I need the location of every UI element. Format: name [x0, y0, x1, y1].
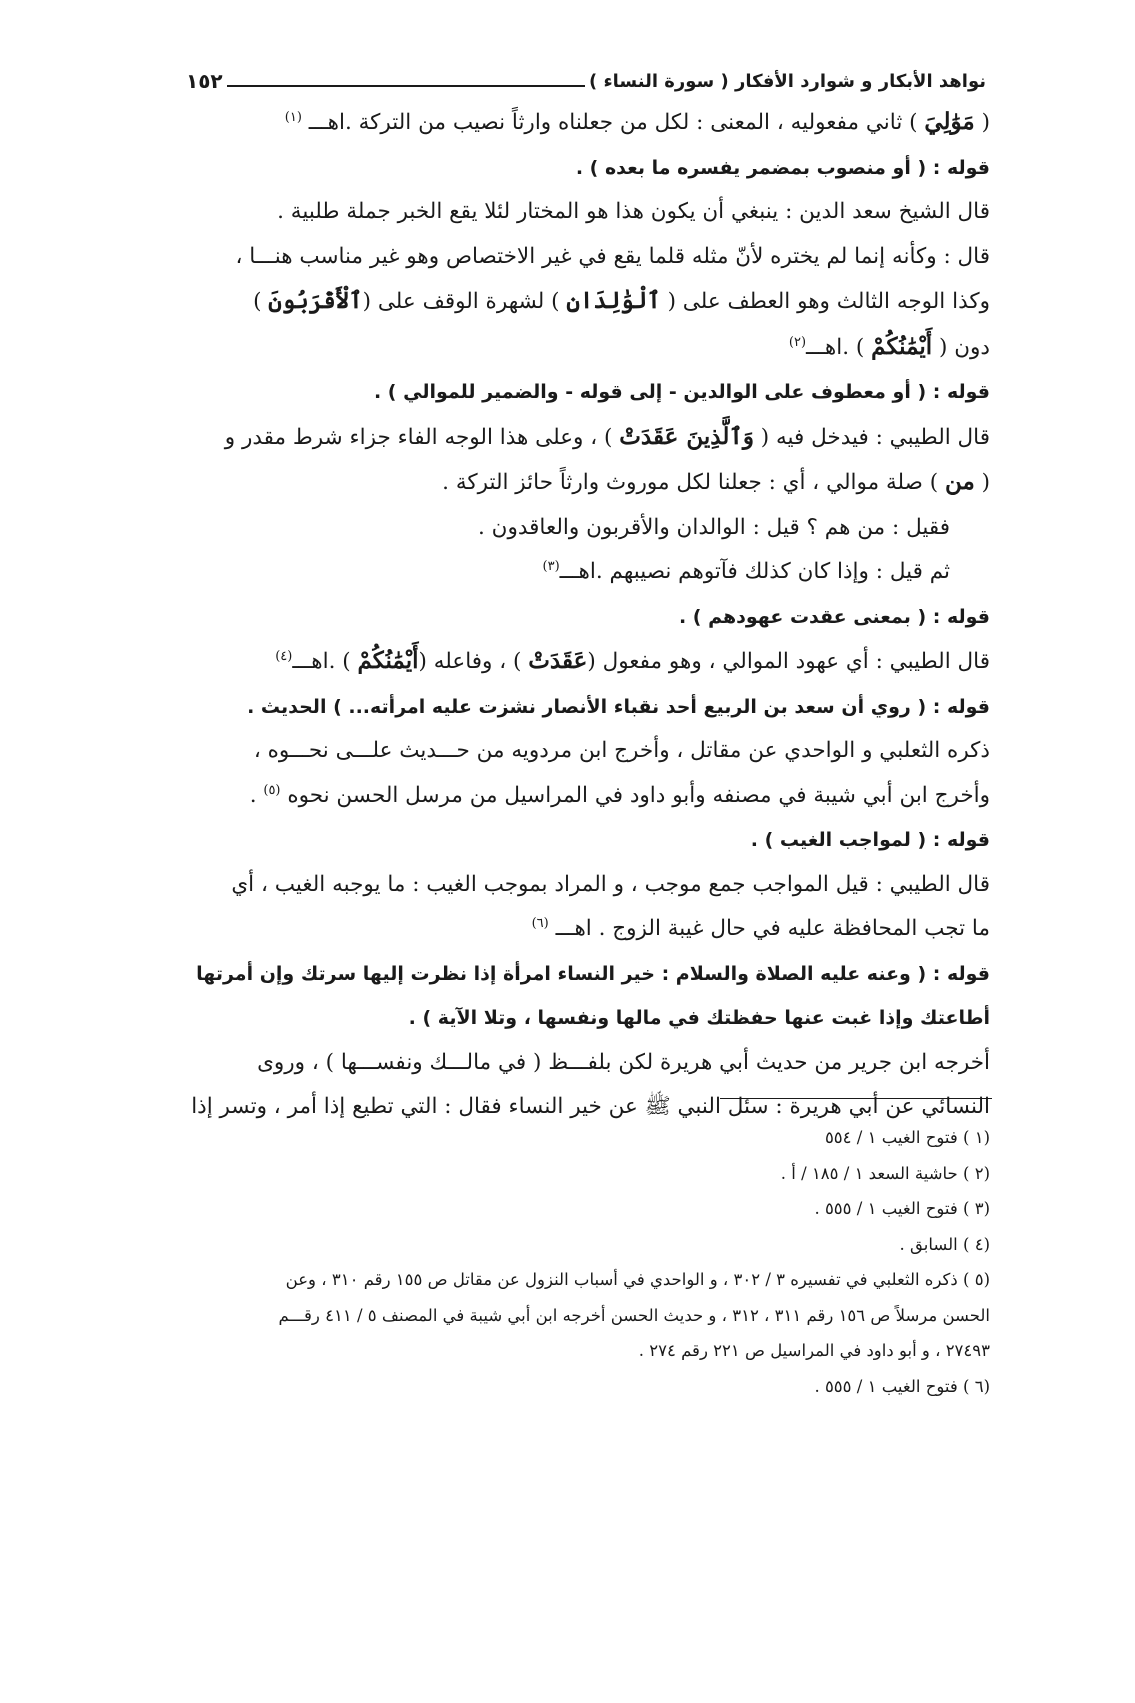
- quran-word: أَيْمَٰنُكُمْ: [357, 647, 419, 674]
- header-rule: [227, 85, 585, 87]
- text-line: ( مَوَٰلِيَ ) ثاني مفعوليه ، المعنى : لكل من جعلناه وارثاً نصيب من التركة .اهـــ $^{(١)}$: [284, 108, 990, 135]
- text-line: قال الشيخ سعد الدين : ينبغي أن يكون هذا هو المختار لئلا يقع الخبر جملة طلبية .: [277, 199, 990, 224]
- text-line: وأخرج ابن أبي شيبة في مصنفه وأبو داود في المراسيل من مرسل الحسن نحوه $^{(٥)}$ .: [249, 782, 990, 808]
- text-line: دون ( أَيْمَٰنُكُمْ ) .اهـــ$^{(٢)}$: [788, 332, 990, 360]
- quran-word: عَقَدَتْ: [528, 647, 588, 674]
- text-line: ( من ) صلة موالي ، أي : جعلنا لكل موروث وارثاً حائز التركة .: [442, 468, 990, 495]
- quran-word: وَٱلَّذِينَ عَقَدَتْ: [619, 422, 754, 450]
- text-line: ثم قيل : وإذا كان كذلك فآتوهم نصيبهم .اهـــ$^{(٣)}$: [542, 558, 950, 584]
- quran-word: أَيْمَٰنُكُمْ: [871, 332, 933, 360]
- footnote: (١ ) فتوح الغيب ١ / ٥٥٤: [824, 1128, 990, 1147]
- text-line: وكذا الوجه الثالث وهو العطف على ( ٱلْوَٰلِدَانِ ) لشهرة الوقف على (ٱلْأَقْرَبُونَ ): [253, 287, 990, 314]
- footnote: (٢ ) حاشية السعد ١ / ١٨٥ / أ .: [780, 1163, 990, 1183]
- running-header: [186, 62, 986, 96]
- text-line: قال الطيبي : فيدخل فيه ( وَٱلَّذِينَ عَقَدَتْ ) ، وعلى هذا الوجه الفاء جزاء شرط مقدر و: [224, 422, 990, 450]
- text-line: النسائي عن أبي هريرة : سئل النبي ﷺ عن خير النساء فقال : التي تطيع إذا أمر ، وتسر إذا: [191, 1094, 990, 1119]
- text-line: فقيل : من هم ؟ قيل : الوالدان والأقربون والعاقدون .: [478, 514, 950, 540]
- footnote-continued: الحسن مرسلاً ص ١٥٦ رقم ٣١١ ، ٣١٢ ، و حديث الحسن أخرجه ابن أبي شيبة في المصنف ٥ / ٤١١ رقـــم: [278, 1305, 990, 1325]
- commentary-heading: قوله : ( أو معطوف على الوالدين - إلى قوله - والضمير للموالي ) .: [373, 381, 990, 403]
- footnote: (٥ ) ذكره الثعلبي في تفسيره ٣ / ٣٠٢ ، و الواحدي في أسباب النزول عن مقاتل ص ١٥٥ رقم ٣١٠ ، وعن: [285, 1270, 990, 1289]
- page-number: ١٥٢: [186, 69, 223, 93]
- footnote-continued: ٢٧٤٩٣ ، و أبو داود في المراسيل ص ٢٢١ رقم ٢٧٤ .: [638, 1341, 990, 1360]
- footnote-ref: (٥): [263, 782, 281, 798]
- text-line: قال : وكأنه إنما لم يختره لأنّ مثله قلما يقع في غير الاختصاص وهو غير مناسب هنـــا ،: [235, 243, 990, 269]
- footnote-ref: (٦): [531, 915, 549, 931]
- footnote: (٤ ) السابق .: [899, 1234, 990, 1254]
- footnotes: [150, 1120, 990, 1404]
- text-line: قال الطيبي : أي عهود الموالي ، وهو مفعول (عَقَدَتْ ) ، وفاعله (أَيْمَٰنُكُمْ ) .اهـــ$^{(٤)}$: [275, 647, 990, 674]
- commentary-heading: قوله : ( بمعنى عقدت عهودهم ) .: [678, 605, 990, 628]
- header-title: نواهد الأبكار و شوارد الأفكار ( سورة النساء ): [588, 71, 986, 92]
- text-line: أخرجه ابن جرير من حديث أبي هريرة لكن بلفـــظ ( في مالـــك ونفســـها ) ، وروى: [257, 1049, 990, 1075]
- commentary-heading: قوله : ( وعنه عليه الصلاة والسلام : خير النساء امرأة إذا نظرت إليها سرتك وإن أمرتها: [196, 962, 990, 985]
- text-line: ما تجب المحافظة عليه في حال غيبة الزوج . اهـــ $^{(٦)}$: [531, 915, 990, 941]
- main-text: [150, 100, 990, 1130]
- commentary-heading: أطاعتك وإذا غبت عنها حفظتك في مالها ونفسها ، وتلا الآية ) .: [408, 1007, 990, 1029]
- commentary-heading: قوله : ( روي أن سعد بن الربيع أحد نقباء الأنصار نشزت عليه امرأته... ) الحديث .: [247, 695, 990, 718]
- quran-word: ٱلْأَقْرَبُونَ: [268, 287, 363, 314]
- quran-word: من: [944, 468, 975, 495]
- footnote-divider: [720, 1098, 992, 1099]
- text-line: ذكره الثعلبي و الواحدي عن مقاتل ، وأخرج ابن مردويه من حـــديث علـــى نحـــوه ،: [253, 738, 990, 763]
- text-line: قال الطيبي : قيل المواجب جمع موجب ، و المراد بموجب الغيب : ما يوجبه الغيب ، أي: [231, 871, 990, 897]
- footnote-ref: (١): [284, 109, 302, 125]
- footnote: (٣ ) فتوح الغيب ١ / ٥٥٥ .: [814, 1199, 990, 1218]
- commentary-heading: قوله : ( لمواجب الغيب ) .: [750, 829, 990, 851]
- quran-word: مَوَٰلِيَ: [924, 108, 975, 135]
- footnote: (٦ ) فتوح الغيب ١ / ٥٥٥ .: [814, 1376, 990, 1396]
- footnote-ref: (٤): [275, 648, 293, 664]
- quran-word: ٱلْوَٰلِدَانِ: [566, 287, 661, 314]
- commentary-heading: قوله : ( أو منصوب بمضمر يفسره ما بعده ) .: [575, 156, 990, 179]
- footnote-ref: (٣): [542, 558, 560, 574]
- footnote-ref: (٢): [788, 334, 807, 350]
